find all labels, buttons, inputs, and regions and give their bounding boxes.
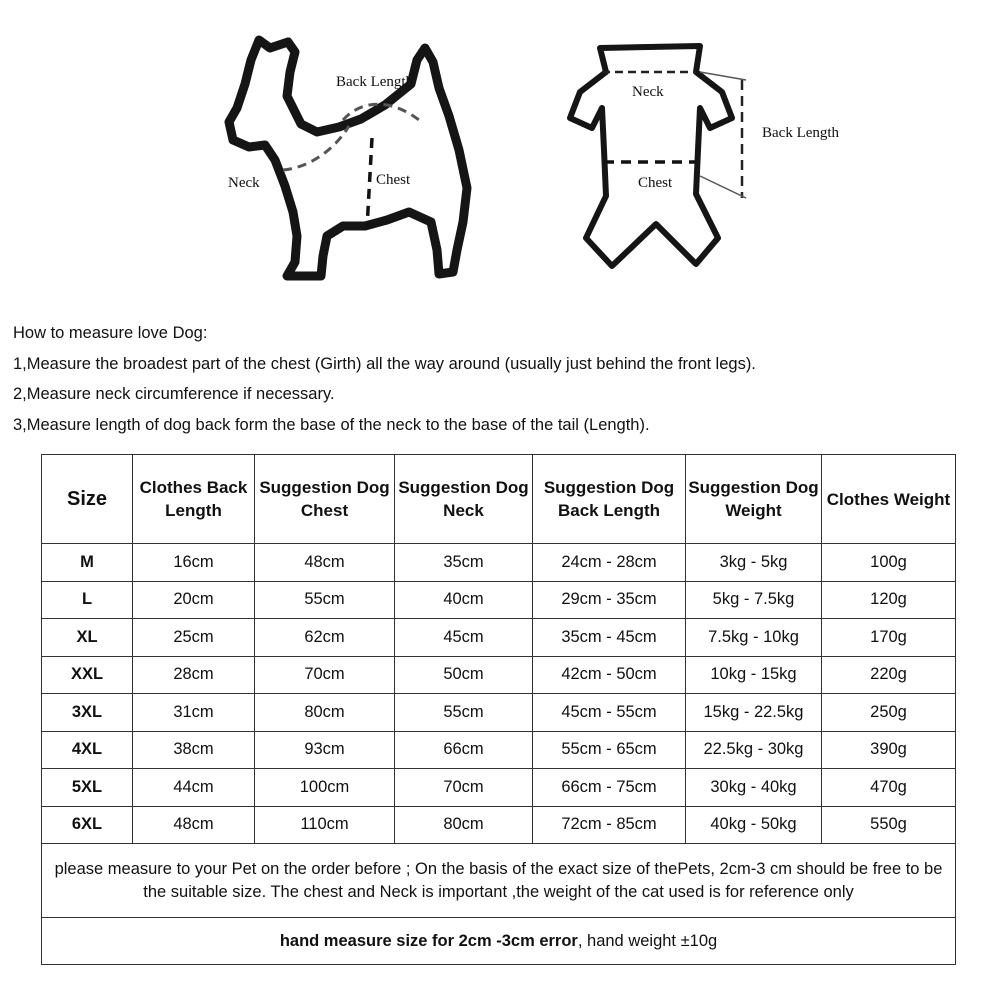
table-row — [42, 806, 956, 844]
table-cell: 24cm - 28cm — [533, 544, 686, 582]
table-row — [42, 694, 956, 732]
table-header-row — [42, 455, 956, 544]
table-cell: 20cm — [133, 581, 255, 619]
table-hand-measure-row — [42, 918, 956, 965]
table-cell: 110cm — [255, 806, 395, 844]
table-cell: 100g — [822, 544, 956, 582]
table-cell: 29cm - 35cm — [533, 581, 686, 619]
table-cell: 70cm — [255, 656, 395, 694]
garment-view-diagram — [560, 0, 860, 300]
table-cell: 31cm — [133, 694, 255, 732]
table-row — [42, 656, 956, 694]
table-note-row — [42, 844, 956, 918]
table-cell: 7.5kg - 10kg — [686, 619, 822, 657]
table-cell: 390g — [822, 731, 956, 769]
table-cell: 72cm - 85cm — [533, 806, 686, 844]
instructions-heading: How to measure love Dog: — [13, 324, 208, 342]
table-cell: 48cm — [255, 544, 395, 582]
table-cell: 170g — [822, 619, 956, 657]
table-cell: 93cm — [255, 731, 395, 769]
header-size: Size — [42, 455, 133, 544]
table-cell: 50cm — [395, 656, 533, 694]
instruction-step-1: 1,Measure the broadest part of the chest (Girth) all the way around (usually just behind the front legs). — [13, 354, 756, 373]
measure-note: please measure to your Pet on the order before ; On the basis of the exact size of thePets, 2cm-3 cm should be free to be the suitable size. The chest and Neck is important ,the weight of the cat used is for reference only — [42, 844, 956, 918]
table-cell: 45cm - 55cm — [533, 694, 686, 732]
table-cell: 70cm — [395, 769, 533, 807]
size-cell: XL — [42, 619, 133, 657]
table-cell: 45cm — [395, 619, 533, 657]
table-cell: 44cm — [133, 769, 255, 807]
garment-outline — [570, 46, 732, 266]
table-cell: 40kg - 50kg — [686, 806, 822, 844]
table-cell: 250g — [822, 694, 956, 732]
size-cell: M — [42, 544, 133, 582]
garment-illustration — [560, 0, 860, 300]
size-cell: 6XL — [42, 806, 133, 844]
size-cell: 5XL — [42, 769, 133, 807]
dog-side-illustration — [215, 0, 485, 300]
table-cell: 66cm - 75cm — [533, 769, 686, 807]
label-back-length: Back Length — [762, 125, 840, 141]
header-dog-chest: Suggestion Dog Chest — [255, 455, 395, 544]
hand-measure-bold-text: hand measure size for 2cm -3cm error — [279, 931, 578, 950]
table-cell: 80cm — [395, 806, 533, 844]
size-cell: 3XL — [42, 694, 133, 732]
table-cell: 48cm — [133, 806, 255, 844]
label-chest: Chest — [376, 172, 411, 188]
table-row — [42, 581, 956, 619]
instruction-step-2: 2,Measure neck circumference if necessary. — [13, 385, 335, 403]
table-cell: 3kg - 5kg — [686, 544, 822, 582]
header-dog-weight: Suggestion Dog Weight — [686, 455, 822, 544]
table-cell: 66cm — [395, 731, 533, 769]
table-cell: 25cm — [133, 619, 255, 657]
table-cell: 16cm — [133, 544, 255, 582]
size-cell: XXL — [42, 656, 133, 694]
table-cell: 55cm - 65cm — [533, 731, 686, 769]
size-cell: L — [42, 581, 133, 619]
table-cell: 550g — [822, 806, 956, 844]
label-chest: Chest — [638, 175, 673, 191]
table-cell: 35cm - 45cm — [533, 619, 686, 657]
table-cell: 28cm — [133, 656, 255, 694]
table-cell: 220g — [822, 656, 956, 694]
table-cell: 10kg - 15kg — [686, 656, 822, 694]
label-back-length: Back Length — [336, 74, 414, 90]
table-cell: 100cm — [255, 769, 395, 807]
table-cell: 30kg - 40kg — [686, 769, 822, 807]
label-neck: Neck — [632, 84, 664, 100]
table-row — [42, 619, 956, 657]
header-dog-back-length: Suggestion Dog Back Length — [533, 455, 686, 544]
table-row — [42, 544, 956, 582]
table-cell: 15kg - 22.5kg — [686, 694, 822, 732]
table-cell: 35cm — [395, 544, 533, 582]
header-clothes-back-length: Clothes Back Length — [133, 455, 255, 544]
table-cell: 22.5kg - 30kg — [686, 731, 822, 769]
label-neck: Neck — [228, 175, 260, 191]
table-cell: 42cm - 50cm — [533, 656, 686, 694]
measure-instructions — [13, 318, 988, 440]
instruction-step-3: 3,Measure length of dog back form the base of the neck to the base of the tail (Length). — [13, 415, 650, 434]
hand-weight-text: , hand weight ±10g — [577, 931, 718, 950]
size-cell: 4XL — [42, 731, 133, 769]
table-row — [42, 769, 956, 807]
table-cell: 120g — [822, 581, 956, 619]
table-cell: 62cm — [255, 619, 395, 657]
table-cell: 38cm — [133, 731, 255, 769]
table-cell: 5kg - 7.5kg — [686, 581, 822, 619]
header-clothes-weight: Clothes Weight — [822, 455, 956, 544]
table-cell: 470g — [822, 769, 956, 807]
table-row — [42, 731, 956, 769]
table-cell: 40cm — [395, 581, 533, 619]
dog-side-view-diagram — [215, 0, 485, 300]
back-length-bottom-tick — [700, 176, 746, 198]
table-cell: 55cm — [395, 694, 533, 732]
header-dog-neck: Suggestion Dog Neck — [395, 455, 533, 544]
hand-measure-note — [42, 918, 956, 965]
size-chart-table — [41, 454, 956, 965]
table-cell: 80cm — [255, 694, 395, 732]
table-cell: 55cm — [255, 581, 395, 619]
